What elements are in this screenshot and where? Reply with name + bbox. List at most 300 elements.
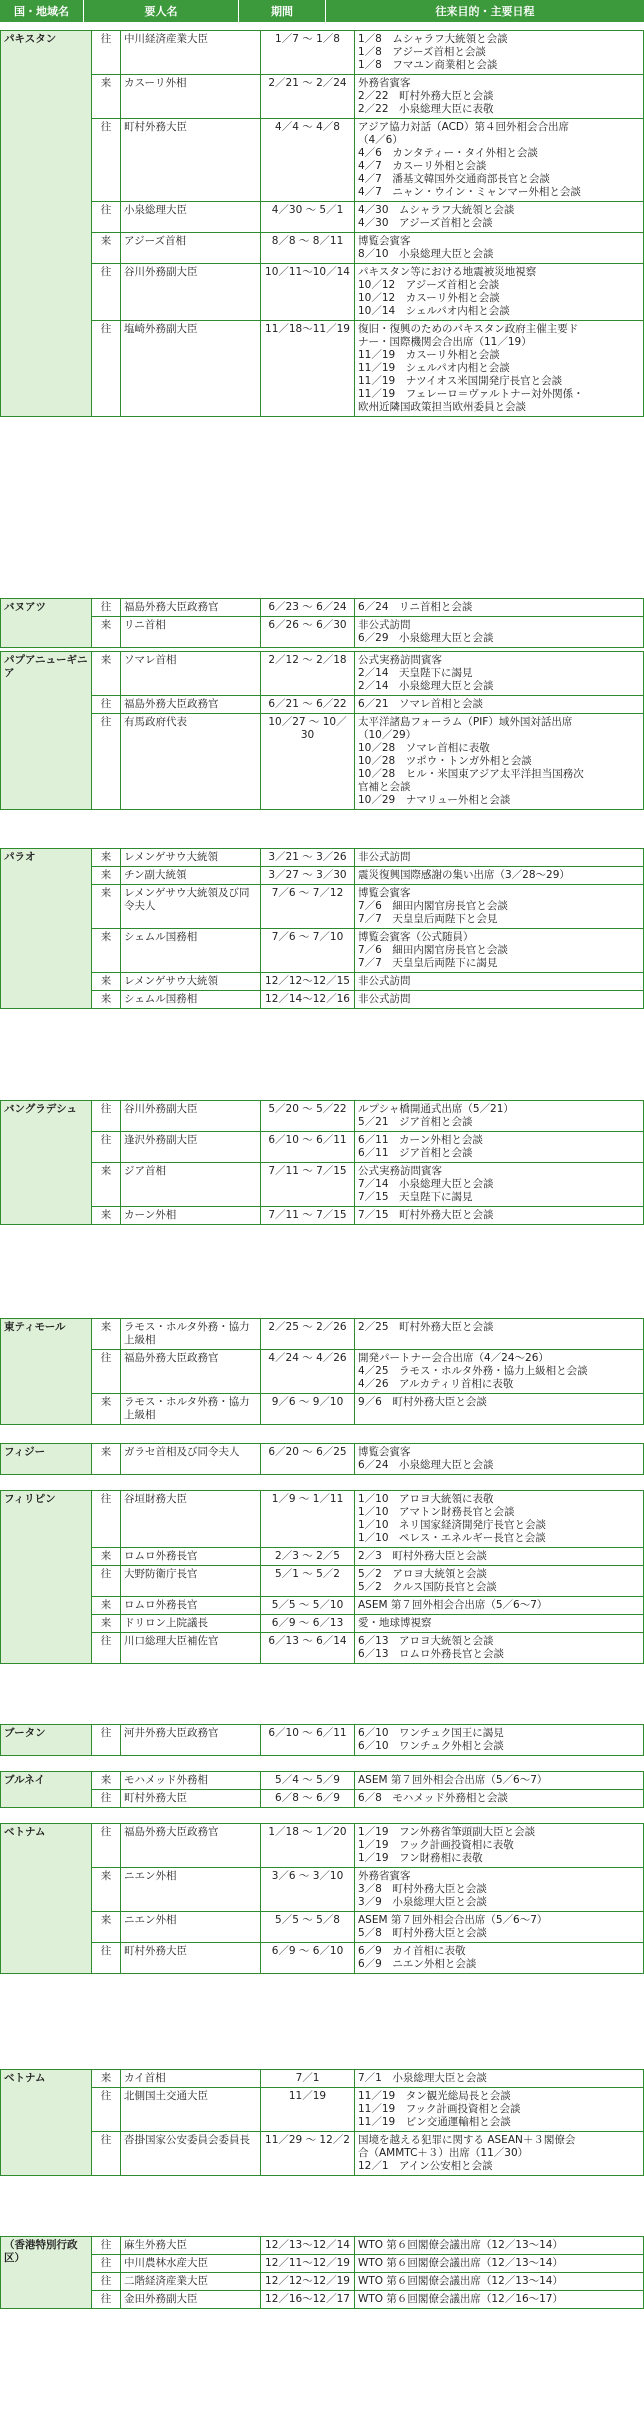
purpose-cell xyxy=(355,1491,644,1548)
schedule-line: 6／11 カーン外相と会談 xyxy=(358,1134,483,1146)
table-row xyxy=(1,1725,644,1756)
schedule-line: 7／7 天皇皇后両陛下と会見 xyxy=(358,913,498,925)
country-group xyxy=(0,1318,644,1425)
direction-cell: 来 xyxy=(92,867,121,885)
schedule-line: （10／29） xyxy=(358,729,417,741)
country-group xyxy=(0,598,644,648)
direction-cell: 来 xyxy=(92,1615,121,1633)
period-cell: 11／19 xyxy=(261,2088,355,2132)
country-name: バヌアツ xyxy=(1,599,92,648)
schedule-line: WTO 第６回閣僚会議出席（12／13～14） xyxy=(358,2257,563,2269)
table-row xyxy=(1,849,644,867)
person-name: 金田外務副大臣 xyxy=(121,2291,261,2309)
person-name: 逢沢外務副大臣 xyxy=(121,1132,261,1163)
direction-cell: 往 xyxy=(92,1566,121,1597)
schedule-line: 2／22 町村外務大臣と会談 xyxy=(358,90,494,102)
period-cell: 2／25 ～ 2／26 xyxy=(261,1319,355,1350)
person-name: ニエン外相 xyxy=(121,1868,261,1912)
direction-cell: 往 xyxy=(92,1725,121,1756)
person-name: 中川経済産業大臣 xyxy=(121,31,261,75)
header-purpose: 往来目的・主要日程 xyxy=(435,5,535,18)
person-name: モハメッド外務相 xyxy=(121,1772,261,1790)
purpose-cell xyxy=(355,1824,644,1868)
person-name: ドリロン上院議長 xyxy=(121,1615,261,1633)
period-cell: 12／12～12／15 xyxy=(261,973,355,991)
schedule-line: 10／28 ヒル・米国東アジア太平洋担当国務次 xyxy=(358,768,584,780)
header-country: 国・地域名 xyxy=(0,0,84,22)
country-group xyxy=(0,2069,644,2176)
table-row xyxy=(1,617,644,648)
purpose-cell xyxy=(355,1101,644,1132)
period-cell: 6／23 ～ 6／24 xyxy=(261,599,355,617)
schedule-line: 4／7 ニャン・ウイン・ミャンマー外相と会談 xyxy=(358,186,581,198)
schedule-line: 官補と会談 xyxy=(358,781,411,793)
schedule-line: 2／14 小泉総理大臣と会談 xyxy=(358,680,494,692)
person-name: シェムル国務相 xyxy=(121,991,261,1009)
purpose-cell xyxy=(355,75,644,119)
schedule-line: 3／9 小泉総理大臣と会談 xyxy=(358,1896,487,1908)
period-cell: 6／20 ～ 6／25 xyxy=(261,1444,355,1475)
table-row xyxy=(1,1319,644,1350)
schedule-line: 合（AMMTC＋３）出席（11／30） xyxy=(358,2147,529,2159)
direction-cell: 来 xyxy=(92,1207,121,1225)
schedule-line: 7／7 天皇皇后両陛下に謁見 xyxy=(358,957,498,969)
schedule-line: 6／29 小泉総理大臣と会談 xyxy=(358,632,494,644)
period-cell: 5／1 ～ 5／2 xyxy=(261,1566,355,1597)
table-row xyxy=(1,1912,644,1943)
schedule-line: ASEM 第７回外相会合出席（5／6～7） xyxy=(358,1774,548,1786)
purpose-cell xyxy=(355,1350,644,1394)
country-group xyxy=(0,30,644,417)
period-cell: 2／21 ～ 2／24 xyxy=(261,75,355,119)
schedule-line: 欧州近隣国政策担当欧州委員と会談 xyxy=(358,401,526,413)
schedule-line: 非公式訪問 xyxy=(358,975,411,987)
country-group xyxy=(0,2236,644,2309)
purpose-cell xyxy=(355,599,644,617)
period-cell: 4／30 ～ 5／1 xyxy=(261,202,355,233)
direction-cell: 往 xyxy=(92,1633,121,1664)
person-name: レメンゲサウ大統領 xyxy=(121,849,261,867)
country-name: フィリピン xyxy=(1,1491,92,1664)
schedule-line: WTO 第６回閣僚会議出席（12／16～17） xyxy=(358,2293,563,2305)
person-name: レメンゲサウ大統領及び同令夫人 xyxy=(121,885,261,929)
schedule-line: 1／8 フマユン商業相と会談 xyxy=(358,59,498,71)
person-name: ソマレ首相 xyxy=(121,652,261,696)
table-row xyxy=(1,599,644,617)
period-cell: 7／11 ～ 7／15 xyxy=(261,1207,355,1225)
person-name: 有馬政府代表 xyxy=(121,714,261,810)
period-cell: 6／10 ～ 6／11 xyxy=(261,1132,355,1163)
purpose-cell xyxy=(355,867,644,885)
purpose-cell xyxy=(355,1597,644,1615)
direction-cell: 往 xyxy=(92,714,121,810)
direction-cell: 往 xyxy=(92,119,121,202)
schedule-line: 外務省賓客 xyxy=(358,77,411,89)
purpose-cell xyxy=(355,1943,644,1974)
table-row xyxy=(1,1163,644,1207)
period-cell: 1／18 ～ 1／20 xyxy=(261,1824,355,1868)
purpose-cell xyxy=(355,2255,644,2273)
period-cell: 5／4 ～ 5／9 xyxy=(261,1772,355,1790)
direction-cell: 往 xyxy=(92,1943,121,1974)
table-row xyxy=(1,1548,644,1566)
schedule-line: 7／15 天皇陛下に謁見 xyxy=(358,1191,473,1203)
table-row xyxy=(1,1772,644,1790)
purpose-cell xyxy=(355,1207,644,1225)
table-row xyxy=(1,1350,644,1394)
country-group xyxy=(0,1724,644,1756)
country-name: ブルネイ xyxy=(1,1772,92,1808)
purpose-cell xyxy=(355,652,644,696)
schedule-line: 1／10 ネリ国家経済開発庁長官と会談 xyxy=(358,1519,547,1531)
schedule-line: 11／19 ビン交通運輸相と会談 xyxy=(358,2116,511,2128)
table-row xyxy=(1,1868,644,1912)
schedule-line: 6／24 リニ首相と会談 xyxy=(358,601,473,613)
table-row xyxy=(1,2132,644,2176)
schedule-line: 7／14 小泉総理大臣と会談 xyxy=(358,1178,494,1190)
country-name: パキスタン xyxy=(1,31,92,417)
direction-cell: 来 xyxy=(92,1868,121,1912)
direction-cell: 来 xyxy=(92,1548,121,1566)
table-row xyxy=(1,2273,644,2291)
schedule-line: 4／30 ムシャラフ大統領と会談 xyxy=(358,204,515,216)
direction-cell: 往 xyxy=(92,2255,121,2273)
purpose-cell xyxy=(355,31,644,75)
direction-cell: 往 xyxy=(92,31,121,75)
table-row xyxy=(1,1633,644,1664)
direction-cell: 来 xyxy=(92,1444,121,1475)
person-name: 塩崎外務副大臣 xyxy=(121,321,261,417)
country-group xyxy=(0,1443,644,1475)
period-cell: 7／6 ～ 7／10 xyxy=(261,929,355,973)
person-name: 町村外務大臣 xyxy=(121,119,261,202)
purpose-cell xyxy=(355,617,644,648)
person-name: 麻生外務大臣 xyxy=(121,2237,261,2255)
schedule-line: 太平洋諸島フォーラム（PIF）域外国対話出席 xyxy=(358,716,573,728)
direction-cell: 来 xyxy=(92,1163,121,1207)
schedule-line: 公式実務訪問賓客 xyxy=(358,654,442,666)
schedule-line: 博覧会賓客 xyxy=(358,887,411,899)
period-cell: 4／24 ～ 4／26 xyxy=(261,1350,355,1394)
person-name: 小泉総理大臣 xyxy=(121,202,261,233)
schedule-line: 非公式訪問 xyxy=(358,851,411,863)
direction-cell: 来 xyxy=(92,2070,121,2088)
purpose-cell xyxy=(355,202,644,233)
period-cell: 7／6 ～ 7／12 xyxy=(261,885,355,929)
schedule-line: 1／19 フン外務省筆頭副大臣と会談 xyxy=(358,1826,536,1838)
schedule-line: 11／19 ナツイオス米国開発庁長官と会談 xyxy=(358,375,563,387)
schedule-line: アジア協力対話（ACD）第４回外相会合出席 xyxy=(358,121,569,133)
person-name: ラモス・ホルタ外務・協力上級相 xyxy=(121,1319,261,1350)
purpose-cell xyxy=(355,1772,644,1790)
purpose-cell xyxy=(355,1912,644,1943)
table-row xyxy=(1,991,644,1009)
purpose-cell xyxy=(355,696,644,714)
schedule-line: 震災復興国際感謝の集い出席（3／28～29） xyxy=(358,869,570,881)
schedule-line: 4／7 カスーリ外相と会談 xyxy=(358,160,487,172)
schedule-line: 5／2 クルス国防長官と会談 xyxy=(358,1581,497,1593)
person-name: ラモス・ホルタ外務・協力上級相 xyxy=(121,1394,261,1425)
person-name: 福島外務大臣政務官 xyxy=(121,1350,261,1394)
table-row xyxy=(1,696,644,714)
schedule-line: ASEM 第７回外相会合出席（5／6～7） xyxy=(358,1599,548,1611)
schedule-line: 外務省賓客 xyxy=(358,1870,411,1882)
country-group xyxy=(0,1100,644,1225)
country-name: 東ティモール xyxy=(1,1319,92,1425)
table-row xyxy=(1,714,644,810)
period-cell: 6／10 ～ 6／11 xyxy=(261,1725,355,1756)
table-row xyxy=(1,1394,644,1425)
person-name: ロムロ外務長官 xyxy=(121,1548,261,1566)
person-name: チン副大統領 xyxy=(121,867,261,885)
schedule-line: 5／21 ジア首相と会談 xyxy=(358,1116,473,1128)
schedule-line: ナー・国際機関会合出席（11／19） xyxy=(358,336,532,348)
person-name: カスーリ外相 xyxy=(121,75,261,119)
table-row xyxy=(1,1207,644,1225)
schedule-line: ASEM 第７回外相会合出席（5／6～7） xyxy=(358,1914,548,1926)
schedule-line: 非公式訪問 xyxy=(358,993,411,1005)
person-name: ロムロ外務長官 xyxy=(121,1597,261,1615)
direction-cell: 往 xyxy=(92,202,121,233)
table-row xyxy=(1,202,644,233)
table-row xyxy=(1,652,644,696)
schedule-line: 6／10 ワンチュク外相と会談 xyxy=(358,1740,504,1752)
schedule-line: 11／19 シェルパオ内相と会談 xyxy=(358,362,510,374)
schedule-line: 2／22 小泉総理大臣に表敬 xyxy=(358,103,494,115)
period-cell: 6／21 ～ 6／22 xyxy=(261,696,355,714)
table-row xyxy=(1,1101,644,1132)
period-cell: 3／27 ～ 3／30 xyxy=(261,867,355,885)
purpose-cell xyxy=(355,233,644,264)
direction-cell: 来 xyxy=(92,75,121,119)
table-row xyxy=(1,1615,644,1633)
schedule-line: 愛・地球博視察 xyxy=(358,1617,432,1629)
person-name: 二階経済産業大臣 xyxy=(121,2273,261,2291)
schedule-line: 7／6 細田内閣官房長官と会談 xyxy=(358,900,508,912)
schedule-line: 7／1 小泉総理大臣と会談 xyxy=(358,2072,487,2084)
table-row xyxy=(1,885,644,929)
period-cell: 12／13～12／14 xyxy=(261,2237,355,2255)
table-row xyxy=(1,233,644,264)
schedule-line: 6／10 ワンチュク国王に謁見 xyxy=(358,1727,504,1739)
schedule-line: 6／11 ジア首相と会談 xyxy=(358,1147,473,1159)
person-name: 河井外務大臣政務官 xyxy=(121,1725,261,1756)
header-person: 要人名 xyxy=(84,0,239,22)
table-row xyxy=(1,1790,644,1808)
schedule-line: 国境を越える犯罪に関する ASEAN＋３閣僚会 xyxy=(358,2134,576,2146)
schedule-line: 6／8 モハメッド外務相と会談 xyxy=(358,1792,508,1804)
person-name: ニエン外相 xyxy=(121,1912,261,1943)
purpose-cell xyxy=(355,1319,644,1350)
country-group xyxy=(0,1823,644,1974)
direction-cell: 来 xyxy=(92,1772,121,1790)
schedule-line: 7／6 細田内閣官房長官と会談 xyxy=(358,944,508,956)
schedule-line: 非公式訪問 xyxy=(358,619,411,631)
schedule-line: 10／29 ナマリュー外相と会談 xyxy=(358,794,511,806)
period-cell: 12／12～12／19 xyxy=(261,2273,355,2291)
purpose-cell xyxy=(355,1633,644,1664)
country-group xyxy=(0,651,644,810)
country-name: フィジー xyxy=(1,1444,92,1475)
direction-cell: 往 xyxy=(92,2088,121,2132)
person-name: リニ首相 xyxy=(121,617,261,648)
schedule-line: 博覧会賓客（公式随員） xyxy=(358,931,474,943)
schedule-line: 1／10 アロヨ大統領に表敬 xyxy=(358,1493,494,1505)
direction-cell: 往 xyxy=(92,1101,121,1132)
schedule-line: ルプシャ橋開通式出席（5／21） xyxy=(358,1103,514,1115)
purpose-cell xyxy=(355,2070,644,2088)
table-row xyxy=(1,2070,644,2088)
purpose-cell xyxy=(355,1163,644,1207)
purpose-cell xyxy=(355,1868,644,1912)
direction-cell: 往 xyxy=(92,264,121,321)
period-cell: 3／6 ～ 3／10 xyxy=(261,1868,355,1912)
schedule-line: 10／28 ソマレ首相に表敬 xyxy=(358,742,490,754)
schedule-line: 6／24 小泉総理大臣と会談 xyxy=(358,1459,494,1471)
table-row xyxy=(1,1491,644,1548)
period-cell: 11／29 ～ 12／2 xyxy=(261,2132,355,2176)
schedule-line: 9／6 町村外務大臣と会談 xyxy=(358,1396,487,1408)
direction-cell: 来 xyxy=(92,1394,121,1425)
schedule-line: 1／8 アジーズ首相と会談 xyxy=(358,46,486,58)
schedule-line: 11／19 フェレーロ＝ヴァルトナー対外関係・ xyxy=(358,388,584,400)
direction-cell: 来 xyxy=(92,1319,121,1350)
period-cell: 12／11～12／19 xyxy=(261,2255,355,2273)
period-cell: 7／11 ～ 7／15 xyxy=(261,1163,355,1207)
person-name: ジア首相 xyxy=(121,1163,261,1207)
purpose-cell xyxy=(355,991,644,1009)
direction-cell: 往 xyxy=(92,2237,121,2255)
schedule-line: 10／14 シェルパオ内相と会談 xyxy=(358,305,510,317)
schedule-line: 1／19 フン財務相に表敬 xyxy=(358,1852,483,1864)
period-cell: 1／9 ～ 1／11 xyxy=(261,1491,355,1548)
period-cell: 5／5 ～ 5／8 xyxy=(261,1912,355,1943)
period-cell: 4／4 ～ 4／8 xyxy=(261,119,355,202)
country-name: ブータン xyxy=(1,1725,92,1756)
schedule-line: 2／3 町村外務大臣と会談 xyxy=(358,1550,487,1562)
schedule-line: 4／26 アルカティリ首相に表敬 xyxy=(358,1378,514,1390)
person-name: 谷垣財務大臣 xyxy=(121,1491,261,1548)
period-cell: 10／27 ～ 10／30 xyxy=(261,714,355,810)
purpose-cell xyxy=(355,1725,644,1756)
schedule-line: 5／8 町村外務大臣と会談 xyxy=(358,1927,487,1939)
schedule-line: （4／6） xyxy=(358,134,403,146)
schedule-line: 6／13 ロムロ外務長官と会談 xyxy=(358,1648,505,1660)
purpose-cell xyxy=(355,849,644,867)
schedule-line: 4／25 ラモス・ホルタ外務・協力上級相と会談 xyxy=(358,1365,588,1377)
table-row xyxy=(1,31,644,75)
direction-cell: 往 xyxy=(92,321,121,417)
table-row xyxy=(1,75,644,119)
purpose-cell xyxy=(355,264,644,321)
table-row xyxy=(1,1597,644,1615)
country-group xyxy=(0,1490,644,1664)
country-name: パプアニューギニア xyxy=(1,652,92,810)
direction-cell: 来 xyxy=(92,1597,121,1615)
person-name: ガラセ首相及び同令夫人 xyxy=(121,1444,261,1475)
period-cell: 5／20 ～ 5／22 xyxy=(261,1101,355,1132)
schedule-line: 8／10 小泉総理大臣と会談 xyxy=(358,248,494,260)
country-name: バングラデシュ xyxy=(1,1101,92,1225)
person-name: レメンゲサウ大統領 xyxy=(121,973,261,991)
direction-cell: 来 xyxy=(92,991,121,1009)
schedule-line: パキスタン等における地震被災地視察 xyxy=(358,266,537,278)
schedule-line: 公式実務訪問賓客 xyxy=(358,1165,442,1177)
schedule-line: 11／19 カスーリ外相と会談 xyxy=(358,349,500,361)
schedule-line: 1／10 ペレス・エネルギー長官と会談 xyxy=(358,1532,546,1544)
period-cell: 11／18～11／19 xyxy=(261,321,355,417)
table-row xyxy=(1,929,644,973)
purpose-cell xyxy=(355,1566,644,1597)
purpose-cell xyxy=(355,885,644,929)
direction-cell: 来 xyxy=(92,1912,121,1943)
person-name: 町村外務大臣 xyxy=(121,1790,261,1808)
person-name: 川口総理大臣補佐官 xyxy=(121,1633,261,1664)
period-cell: 6／8 ～ 6／9 xyxy=(261,1790,355,1808)
period-cell: 6／9 ～ 6／10 xyxy=(261,1943,355,1974)
direction-cell: 往 xyxy=(92,1790,121,1808)
purpose-cell xyxy=(355,2237,644,2255)
direction-cell: 往 xyxy=(92,2132,121,2176)
schedule-line: 4／30 アジーズ首相と会談 xyxy=(358,217,493,229)
country-name: ベトナム xyxy=(1,1824,92,1974)
person-name: 沓掛国家公安委員会委員長 xyxy=(121,2132,261,2176)
period-cell: 7／1 xyxy=(261,2070,355,2088)
table-row xyxy=(1,1566,644,1597)
schedule-line: WTO 第６回閣僚会議出席（12／13～14） xyxy=(358,2239,563,2251)
period-cell: 12／16～12／17 xyxy=(261,2291,355,2309)
schedule-line: 博覧会賓客 xyxy=(358,1446,411,1458)
person-name: カーン外相 xyxy=(121,1207,261,1225)
person-name: カイ首相 xyxy=(121,2070,261,2088)
schedule-line: 4／7 潘基文韓国外交通商部長官と会談 xyxy=(358,173,550,185)
period-cell: 12／14～12／16 xyxy=(261,991,355,1009)
direction-cell: 来 xyxy=(92,929,121,973)
table-row xyxy=(1,119,644,202)
country-name: （香港特別行政区） xyxy=(1,2237,92,2309)
schedule-line: 6／13 アロヨ大統領と会談 xyxy=(358,1635,494,1647)
purpose-cell xyxy=(355,1394,644,1425)
person-name: 谷川外務副大臣 xyxy=(121,1101,261,1132)
purpose-cell xyxy=(355,1132,644,1163)
schedule-line: 1／19 フック計画投資相に表敬 xyxy=(358,1839,514,1851)
person-name: 福島外務大臣政務官 xyxy=(121,599,261,617)
country-name: パラオ xyxy=(1,849,92,1009)
direction-cell: 来 xyxy=(92,233,121,264)
period-cell: 3／21 ～ 3／26 xyxy=(261,849,355,867)
direction-cell: 来 xyxy=(92,973,121,991)
country-name: ベトナム xyxy=(1,2070,92,2176)
table-row xyxy=(1,1444,644,1475)
schedule-line: 12／1 アイン公安相と会談 xyxy=(358,2160,493,2172)
purpose-cell xyxy=(355,2132,644,2176)
country-group xyxy=(0,1771,644,1808)
direction-cell: 来 xyxy=(92,617,121,648)
schedule-line: 10／28 ツポウ・トンガ外相と会談 xyxy=(358,755,532,767)
person-name: 福島外務大臣政務官 xyxy=(121,1824,261,1868)
purpose-cell xyxy=(355,1615,644,1633)
table-header xyxy=(0,0,644,22)
direction-cell: 往 xyxy=(92,1824,121,1868)
table-row xyxy=(1,973,644,991)
schedule-line: 開発パートナー会合出席（4／24～26） xyxy=(358,1352,549,1364)
person-name: 谷川外務副大臣 xyxy=(121,264,261,321)
direction-cell: 来 xyxy=(92,652,121,696)
schedule-line: 11／19 フック計画投資相と会談 xyxy=(358,2103,521,2115)
direction-cell: 往 xyxy=(92,2291,121,2309)
schedule-line: 10／12 カスーリ外相と会談 xyxy=(358,292,500,304)
schedule-line: 6／21 ソマレ首相と会談 xyxy=(358,698,484,710)
